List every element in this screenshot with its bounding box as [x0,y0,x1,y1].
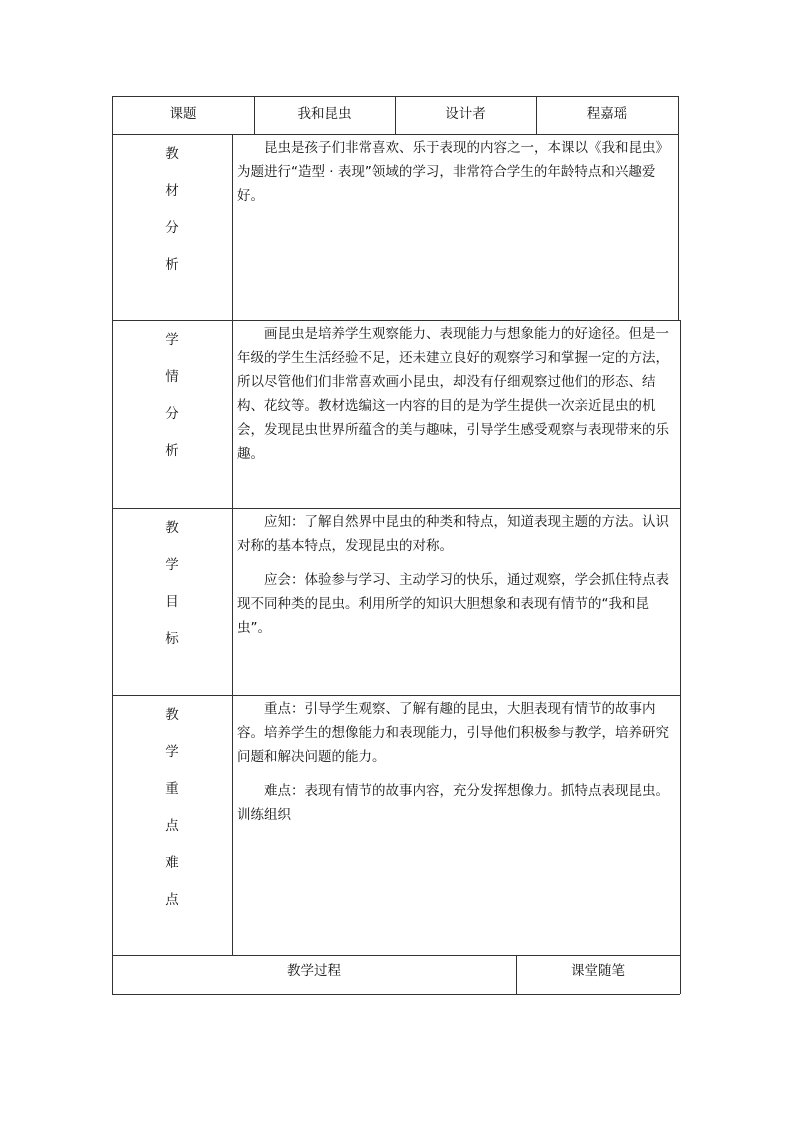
designer-value: 程嘉瑶 [586,106,628,122]
section-content-teaching-goals: 应知：了解自然界中昆虫的种类和特点，知道表现主题的方法。认识对称的基本特点，发现昆虫的对称。 应会：体验参与学习、主动学习的快乐，通过观察，学会抓住特点表现不同种类的昆虫。利用所学的知识大胆想象和表现有情节的“我和昆虫”。 [237,514,669,636]
section-content-student-analysis: 画昆虫是培养学生观察能力、表现能力与想象能力的好途径。但是一年级的学生生活经验不足，还未建立良好的观察学习和掌握一定的方法，所以尽管他们们非常喜欢画小昆虫，却没有仔细观察过他们的形态、结构、花纹等。教材选编这一内容的目的是为学生提供一次亲近昆虫的机会，发现昆虫世界所蕴含的美与趣味，引导学生感受观察与表现带来的乐趣。 [237,326,669,462]
table-bottom-border [112,994,680,995]
section-label-key-difficult-points: 教 学 重 点 难 点 [165,707,179,908]
class-notes-label: 课堂随笔 [571,963,625,979]
topic-value: 我和昆虫 [297,106,352,122]
designer-label: 设计者 [445,106,486,122]
teaching-process-label: 教学过程 [287,963,341,979]
table-right-border [680,320,681,994]
section-content-material-analysis: 昆虫是孩子们非常喜欢、乐于表现的内容之一，本课以《我和昆虫》为题进行“造型 · 表现”领域的学习，非常符合学生的年龄特点和兴趣爱好。 [237,140,669,204]
section-label-material-analysis: 教 材 分 析 [165,146,179,273]
section-label-teaching-goals: 教 学 目 标 [165,520,179,647]
table-right-border [678,96,679,320]
section-label-student-analysis: 学 情 分 析 [165,332,179,459]
topic-label: 课题 [169,106,197,122]
section-content-key-difficult-points: 重点：引导学生观察、了解有趣的昆虫，大胆表现有情节的故事内容。培养学生的想像能力和表现能力，引导他们积极参与教学，培养研究问题和解决问题的能力。 难点：表现有情节的故事内容，充分发挥想像力。抓特点表现昆虫。训练组织 [237,701,669,823]
